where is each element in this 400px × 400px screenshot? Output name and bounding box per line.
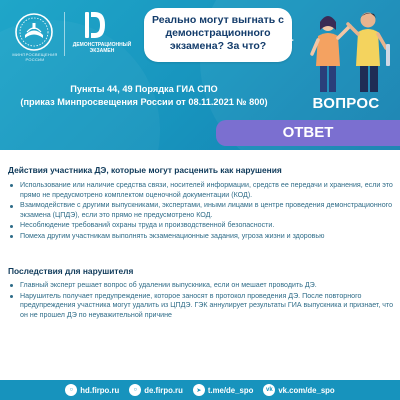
answer-label: ОТВЕТ xyxy=(282,124,334,141)
consequences-heading: Последствия для нарушителя xyxy=(8,266,134,276)
footer-link-text: de.firpo.ru xyxy=(144,385,183,395)
logo-divider xyxy=(64,12,65,56)
consequences-list xyxy=(8,281,394,321)
footer-link-text: t.me/de_spo xyxy=(207,385,254,395)
order-line-1: Пункты 44, 49 Порядка ГИА СПО xyxy=(70,84,218,94)
list-item: Использование или наличие средства связи, носителей информации, средств ее передачи и хранения, если это прямо не предусмотрено комплектом оценочной документации (КОД). xyxy=(8,181,394,200)
footer-link-vk[interactable] xyxy=(263,384,334,396)
people-illustration-icon xyxy=(294,4,400,96)
list-item: Помеха другим участникам выполнять экзаменационные задания, угроза жизни и здоровью xyxy=(8,232,394,242)
question-label: ВОПРОС xyxy=(312,95,380,112)
globe-icon: ○ xyxy=(129,384,141,396)
speech-bubble-tail xyxy=(278,34,294,48)
question-speech-bubble: Реально могут выгнать с демонстрационного экзамена? За что? xyxy=(144,8,292,62)
footer-links-bar xyxy=(0,380,400,400)
telegram-icon: ➤ xyxy=(193,384,205,396)
violations-list xyxy=(8,181,394,243)
ministry-logo-caption: МИНПРОСВЕЩЕНИЯ РОССИИ xyxy=(12,52,58,62)
list-item: Главный эксперт решает вопрос об удалении выпускника, если он мешает проводить ДЭ. xyxy=(8,281,394,291)
vk-icon: vk xyxy=(263,384,275,396)
footer-link-text: vk.com/de_spo xyxy=(278,385,335,395)
answer-content xyxy=(0,150,400,380)
de-logo-caption: ДЕМОНСТРАЦИОННЫЙ ЭКЗАМЕН xyxy=(72,42,132,54)
order-line-2: (приказ Минпросвещения России от 08.11.2021 № 800) xyxy=(20,97,268,107)
order-reference xyxy=(14,83,274,109)
footer-link-de[interactable] xyxy=(129,384,183,396)
footer-link-hd[interactable] xyxy=(65,384,119,396)
ministry-logo-icon xyxy=(14,12,54,52)
list-item: Несоблюдение требований охраны труда и производственной безопасности. xyxy=(8,221,394,231)
violations-heading: Действия участника ДЭ, которые могут расценить как нарушения xyxy=(8,165,282,175)
footer-link-text: hd.firpo.ru xyxy=(80,385,120,395)
footer-link-telegram[interactable] xyxy=(193,384,254,396)
list-item: Взаимодействие с другими выпускниками, экспертами, иными лицами в центре проведения демонстрационного экзамена (ЦПДЭ), если это прямо не предусмотрено КОД. xyxy=(8,201,394,220)
list-item: Нарушитель получает предупреждение, которое заносят в протокол проведения ДЭ. После повторного предупреждения участника могут удалить из ЦПДЭ. ГЭК аннулирует результаты ГИА выпускника и признает, что он не прошел ДЭ по неуважительной причине xyxy=(8,292,394,321)
globe-icon: ○ xyxy=(65,384,77,396)
de-logo-icon xyxy=(84,10,106,40)
